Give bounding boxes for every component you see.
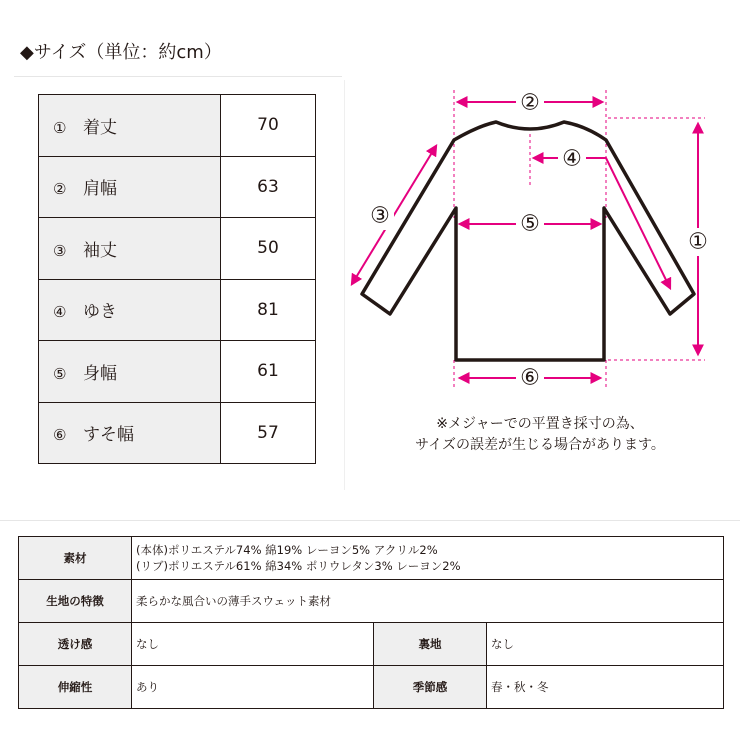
garment-diagram (340, 88, 720, 388)
guide-lines (454, 90, 705, 388)
lining-label: 裏地 (374, 623, 487, 666)
fabric-value: 柔らかな風合いの薄手スウェット素材 (132, 580, 724, 623)
size-number: ② (53, 180, 67, 199)
size-value: 70 (221, 95, 316, 157)
size-label: 身幅 (83, 363, 117, 384)
size-label: ゆき (83, 302, 117, 323)
marker-5: ⑤ (520, 211, 540, 237)
fabric-label: 生地の特徴 (19, 580, 132, 623)
marker-6: ⑥ (520, 365, 540, 388)
lining-value: なし (487, 623, 724, 666)
marker-3: ③ (370, 203, 390, 229)
size-table (38, 94, 316, 464)
material-line: (リブ)ポリエステル61% 綿34% ポリウレタン3% レーヨン2% (136, 559, 461, 573)
note-line: サイズの誤差が生じる場合があります。 (415, 437, 665, 453)
season-value: 春・秋・冬 (487, 666, 724, 709)
title-divider (14, 76, 342, 77)
size-value: 50 (221, 218, 316, 280)
size-value: 63 (221, 156, 316, 218)
sheer-label: 透け感 (19, 623, 132, 666)
size-number: ⑤ (53, 364, 67, 383)
marker-1: ① (688, 229, 708, 255)
size-label-cell (39, 402, 221, 464)
size-label-cell (39, 218, 221, 280)
fabric-row (19, 580, 724, 623)
size-row (39, 95, 316, 157)
size-number: ③ (53, 241, 67, 260)
measurement-note (370, 414, 710, 456)
size-number: ⑥ (53, 426, 67, 445)
size-value: 57 (221, 402, 316, 464)
size-label-cell (39, 95, 221, 157)
season-label: 季節感 (374, 666, 487, 709)
section-divider (0, 520, 740, 521)
material-table (18, 536, 724, 709)
size-label-cell (39, 341, 221, 403)
sheer-row (19, 623, 724, 666)
size-value: 61 (221, 341, 316, 403)
page-title: ◆サイズ（単位：約cm） (20, 42, 222, 63)
stretch-value: あり (132, 666, 374, 709)
note-line: ※メジャーでの平置き採寸の為、 (436, 416, 644, 432)
size-number: ① (53, 118, 67, 137)
size-value: 81 (221, 279, 316, 341)
size-number: ④ (53, 303, 67, 322)
size-label-cell (39, 156, 221, 218)
size-row (39, 402, 316, 464)
size-label: すそ幅 (83, 425, 134, 446)
size-label-cell (39, 279, 221, 341)
size-row (39, 341, 316, 403)
sheer-value: なし (132, 623, 374, 666)
marker-2: ② (520, 90, 540, 116)
size-row (39, 156, 316, 218)
shirt-outline (362, 122, 694, 360)
size-row (39, 218, 316, 280)
stretch-label: 伸縮性 (19, 666, 132, 709)
size-label: 着丈 (83, 117, 117, 138)
size-row (39, 279, 316, 341)
material-line: (本体)ポリエステル74% 綿19% レーヨン5% アクリル2% (136, 543, 438, 557)
size-label: 袖丈 (83, 240, 117, 261)
stretch-row (19, 666, 724, 709)
marker-4: ④ (562, 146, 582, 172)
material-label: 素材 (19, 537, 132, 580)
size-label: 肩幅 (83, 179, 117, 200)
material-row (19, 537, 724, 580)
material-value (132, 537, 724, 580)
